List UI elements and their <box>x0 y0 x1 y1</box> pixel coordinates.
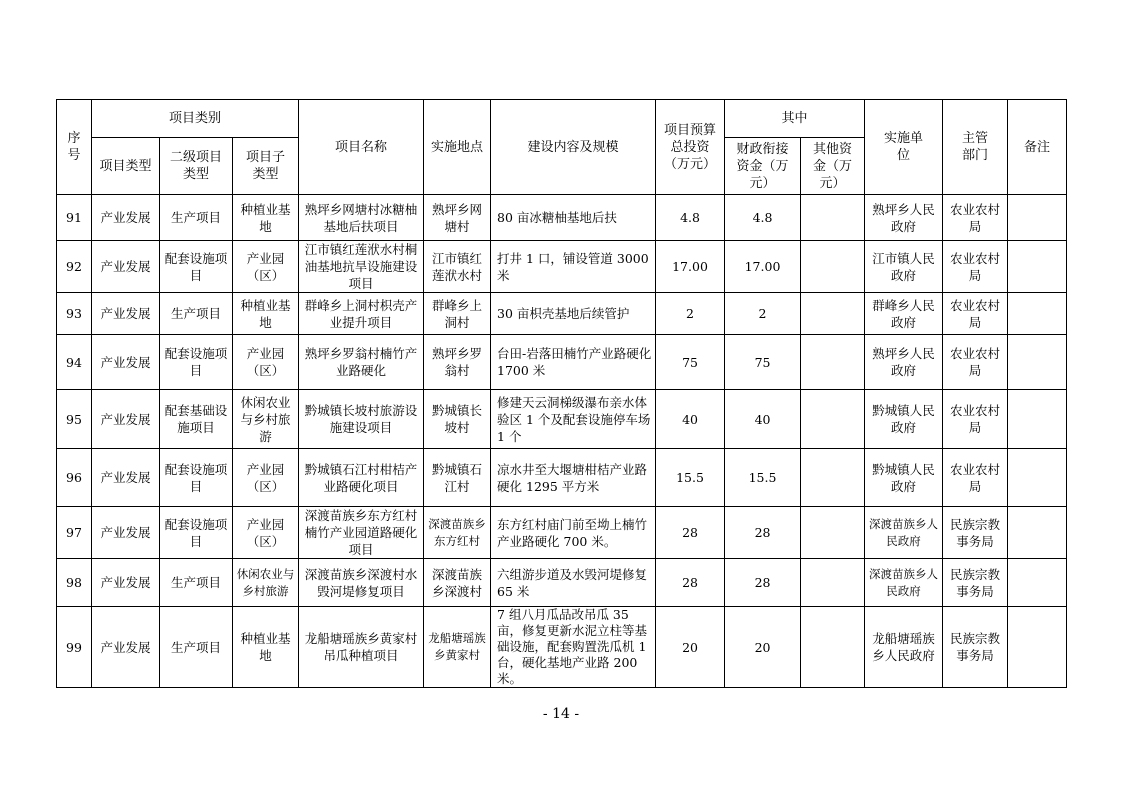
cell-note <box>1008 335 1067 390</box>
cell-unit: 龙船塘瑶族乡人民政府 <box>865 607 943 688</box>
cell-type3: 休闲农业与乡村旅游 <box>233 559 299 607</box>
cell-location: 熟坪乡网塘村 <box>424 195 491 241</box>
cell-type1: 产业发展 <box>92 335 160 390</box>
cell-type3: 产业园（区） <box>233 241 299 293</box>
header-note: 备注 <box>1008 100 1067 195</box>
table-row <box>57 335 1067 390</box>
cell-type3: 产业园（区） <box>233 507 299 559</box>
cell-fiscal: 4.8 <box>725 195 801 241</box>
page-number: - 14 - <box>542 706 580 722</box>
cell-budget: 17.00 <box>656 241 725 293</box>
cell-dept: 民族宗教事务局 <box>943 507 1008 559</box>
cell-budget: 20 <box>656 607 725 688</box>
cell-seq: 91 <box>57 195 92 241</box>
cell-type2: 配套基础设施项目 <box>160 390 233 449</box>
cell-type3: 种植业基地 <box>233 607 299 688</box>
cell-seq: 98 <box>57 559 92 607</box>
cell-name: 黔城镇长坡村旅游设施建设项目 <box>299 390 424 449</box>
cell-budget: 28 <box>656 507 725 559</box>
cell-budget: 15.5 <box>656 449 725 507</box>
cell-type1: 产业发展 <box>92 449 160 507</box>
cell-type2: 配套设施项目 <box>160 335 233 390</box>
cell-other <box>801 559 865 607</box>
cell-dept: 农业农村局 <box>943 390 1008 449</box>
cell-type1: 产业发展 <box>92 607 160 688</box>
cell-note <box>1008 195 1067 241</box>
cell-type3: 产业园（区） <box>233 335 299 390</box>
cell-other <box>801 241 865 293</box>
cell-fiscal: 28 <box>725 559 801 607</box>
cell-type3: 种植业基地 <box>233 293 299 335</box>
header-dept: 主管部门 <box>943 100 1008 195</box>
cell-note <box>1008 559 1067 607</box>
cell-budget: 75 <box>656 335 725 390</box>
project-table-container <box>56 99 1067 688</box>
header-fiscal: 财政衔接资金（万元） <box>725 138 801 195</box>
cell-other <box>801 607 865 688</box>
cell-other <box>801 335 865 390</box>
cell-other <box>801 390 865 449</box>
header-seq: 序号 <box>57 100 92 195</box>
cell-type1: 产业发展 <box>92 559 160 607</box>
cell-fiscal: 40 <box>725 390 801 449</box>
cell-seq: 92 <box>57 241 92 293</box>
cell-unit: 熟坪乡人民政府 <box>865 335 943 390</box>
header-type1: 项目类型 <box>92 138 160 195</box>
cell-name: 黔城镇石江村柑桔产业路硬化项目 <box>299 449 424 507</box>
table-body <box>57 195 1067 688</box>
cell-type1: 产业发展 <box>92 390 160 449</box>
cell-dept: 农业农村局 <box>943 293 1008 335</box>
cell-content: 80 亩冰糖柚基地后扶 <box>491 195 656 241</box>
cell-content: 台田-岩落田楠竹产业路硬化 1700 米 <box>491 335 656 390</box>
cell-dept: 民族宗教事务局 <box>943 559 1008 607</box>
cell-fiscal: 15.5 <box>725 449 801 507</box>
header-category: 项目类别 <box>92 100 299 138</box>
header-location: 实施地点 <box>424 100 491 195</box>
cell-name: 深渡苗族乡深渡村水毁河堤修复项目 <box>299 559 424 607</box>
cell-other <box>801 449 865 507</box>
cell-type1: 产业发展 <box>92 241 160 293</box>
table-header <box>57 100 1067 195</box>
cell-dept: 民族宗教事务局 <box>943 607 1008 688</box>
cell-unit: 江市镇人民政府 <box>865 241 943 293</box>
cell-note <box>1008 390 1067 449</box>
table-row <box>57 559 1067 607</box>
cell-content: 东方红村庙门前至坳上楠竹产业路硬化 700 米。 <box>491 507 656 559</box>
cell-location: 龙船塘瑶族乡黄家村 <box>424 607 491 688</box>
cell-location: 江市镇红莲洑水村 <box>424 241 491 293</box>
cell-type2: 配套设施项目 <box>160 241 233 293</box>
cell-type3: 休闲农业与乡村旅游 <box>233 390 299 449</box>
cell-budget: 4.8 <box>656 195 725 241</box>
cell-budget: 40 <box>656 390 725 449</box>
cell-fiscal: 75 <box>725 335 801 390</box>
header-unit: 实施单位 <box>865 100 943 195</box>
cell-unit: 深渡苗族乡人民政府 <box>865 559 943 607</box>
cell-dept: 农业农村局 <box>943 335 1008 390</box>
cell-fiscal: 17.00 <box>725 241 801 293</box>
cell-name: 龙船塘瑶族乡黄家村吊瓜种植项目 <box>299 607 424 688</box>
cell-location: 群峰乡上洞村 <box>424 293 491 335</box>
cell-seq: 97 <box>57 507 92 559</box>
cell-dept: 农业农村局 <box>943 449 1008 507</box>
cell-fiscal: 2 <box>725 293 801 335</box>
table-row <box>57 607 1067 688</box>
table-row <box>57 293 1067 335</box>
cell-name: 深渡苗族乡东方红村楠竹产业园道路硬化项目 <box>299 507 424 559</box>
cell-note <box>1008 449 1067 507</box>
cell-note <box>1008 507 1067 559</box>
cell-type2: 生产项目 <box>160 559 233 607</box>
header-type2: 二级项目类型 <box>160 138 233 195</box>
cell-type1: 产业发展 <box>92 507 160 559</box>
cell-other <box>801 507 865 559</box>
cell-note <box>1008 241 1067 293</box>
table-row <box>57 195 1067 241</box>
cell-name: 群峰乡上洞村枳壳产业提升项目 <box>299 293 424 335</box>
cell-dept: 农业农村局 <box>943 195 1008 241</box>
cell-seq: 99 <box>57 607 92 688</box>
table-row <box>57 449 1067 507</box>
cell-location: 深渡苗族乡东方红村 <box>424 507 491 559</box>
cell-unit: 群峰乡人民政府 <box>865 293 943 335</box>
cell-type2: 生产项目 <box>160 293 233 335</box>
cell-fiscal: 20 <box>725 607 801 688</box>
cell-location: 黔城镇石江村 <box>424 449 491 507</box>
header-name: 项目名称 <box>299 100 424 195</box>
cell-other <box>801 195 865 241</box>
header-type3: 项目子类型 <box>233 138 299 195</box>
cell-content: 30 亩枳壳基地后续管护 <box>491 293 656 335</box>
cell-other <box>801 293 865 335</box>
cell-unit: 熟坪乡人民政府 <box>865 195 943 241</box>
header-budget: 项目预算总投资（万元） <box>656 100 725 195</box>
cell-seq: 94 <box>57 335 92 390</box>
cell-type1: 产业发展 <box>92 293 160 335</box>
cell-note <box>1008 293 1067 335</box>
cell-name: 熟坪乡罗翁村楠竹产业路硬化 <box>299 335 424 390</box>
cell-name: 江市镇红莲洑水村桐油基地抗旱设施建设项目 <box>299 241 424 293</box>
cell-seq: 95 <box>57 390 92 449</box>
cell-fiscal: 28 <box>725 507 801 559</box>
cell-type2: 配套设施项目 <box>160 507 233 559</box>
cell-seq: 96 <box>57 449 92 507</box>
cell-content: 7 组八月瓜品改吊瓜 35 亩，修复更新水泥立柱等基础设施，配套购置洗瓜机 1 台，硬化基地产业路 200 米。 <box>491 607 656 688</box>
cell-name: 熟坪乡网塘村冰糖柚基地后扶项目 <box>299 195 424 241</box>
cell-unit: 黔城镇人民政府 <box>865 449 943 507</box>
cell-location: 深渡苗族乡深渡村 <box>424 559 491 607</box>
cell-budget: 28 <box>656 559 725 607</box>
cell-content: 打井 1 口，铺设管道 3000 米 <box>491 241 656 293</box>
cell-content: 凉水井至大堰塘柑桔产业路硬化 1295 平方米 <box>491 449 656 507</box>
header-content: 建设内容及规模 <box>491 100 656 195</box>
cell-dept: 农业农村局 <box>943 241 1008 293</box>
cell-type2: 生产项目 <box>160 195 233 241</box>
cell-type3: 种植业基地 <box>233 195 299 241</box>
cell-content: 六组游步道及水毁河堤修复 65 米 <box>491 559 656 607</box>
cell-location: 熟坪乡罗翁村 <box>424 335 491 390</box>
cell-unit: 深渡苗族乡人民政府 <box>865 507 943 559</box>
header-among: 其中 <box>725 100 865 138</box>
cell-seq: 93 <box>57 293 92 335</box>
header-other: 其他资金（万元） <box>801 138 865 195</box>
cell-note <box>1008 607 1067 688</box>
cell-type3: 产业园（区） <box>233 449 299 507</box>
table-row <box>57 241 1067 293</box>
table-row <box>57 507 1067 559</box>
cell-type2: 生产项目 <box>160 607 233 688</box>
cell-budget: 2 <box>656 293 725 335</box>
cell-type1: 产业发展 <box>92 195 160 241</box>
table-row <box>57 390 1067 449</box>
cell-content: 修建天云洞梯级瀑布亲水体验区 1 个及配套设施停车场 1 个 <box>491 390 656 449</box>
cell-type2: 配套设施项目 <box>160 449 233 507</box>
cell-unit: 黔城镇人民政府 <box>865 390 943 449</box>
project-table <box>56 99 1067 688</box>
cell-location: 黔城镇长坡村 <box>424 390 491 449</box>
